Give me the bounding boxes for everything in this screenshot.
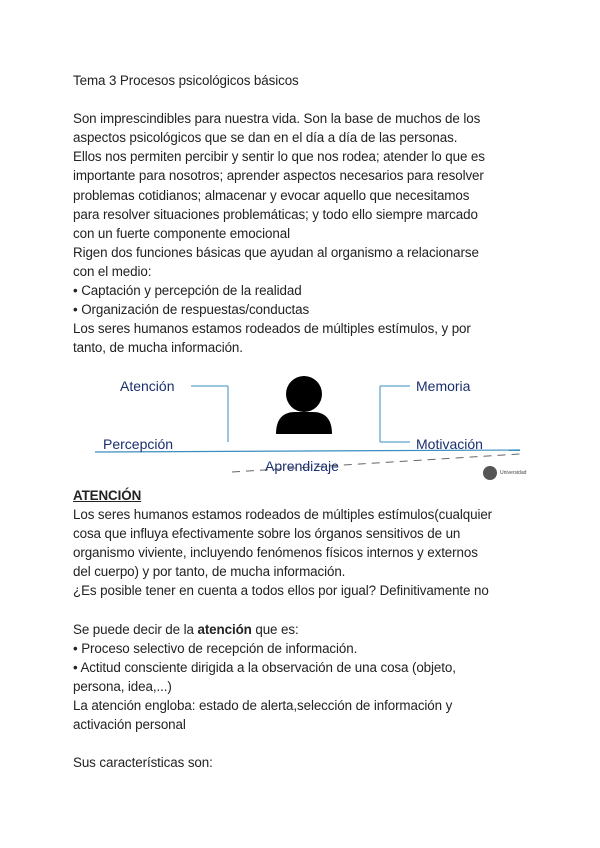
paragraph-line: del cuerpo) y por tanto, de mucha información. (73, 564, 346, 580)
memory-label: Memoria (416, 378, 471, 394)
intro-line: aspectos psicológicos que se dan en el día a día de las personas. (73, 130, 458, 146)
motivation-label: Motivación (416, 436, 483, 452)
intro-line: problemas cotidianos; almacenar y evocar aquello que necesitamos (73, 187, 470, 203)
intro-line: Los seres humanos estamos rodeados de múltiples estímulos, y por (73, 321, 471, 337)
paragraph-line: activación personal (73, 717, 186, 733)
document-title: Tema 3 Procesos psicológicos básicos (73, 73, 299, 88)
paragraph-line: organismo viviente, incluyendo fenómenos físicos internos y externos (73, 545, 478, 561)
bullet-item: • Proceso selectivo de recepción de información. (73, 640, 358, 656)
paragraph-line: Los seres humanos estamos rodeados de múltiples estímulos(cualquier (73, 507, 493, 523)
definition-suffix: que es: (251, 621, 299, 637)
intro-line: Son imprescindibles para nuestra vida. Son la base de muchos de los (73, 111, 481, 127)
attention-label: Atención (120, 378, 175, 394)
svg-text:Universidad: Universidad (500, 470, 527, 476)
intro-line: para resolver situaciones problemáticas; y todo ello siempre marcado (73, 206, 478, 222)
university-logo (483, 466, 527, 480)
processes-diagram (0, 360, 600, 485)
attention-section (73, 486, 543, 772)
paragraph-line: persona, idea,...) (73, 678, 172, 694)
bullet-item: • Actitud consciente dirigida a la observación de una cosa (objeto, (73, 659, 456, 675)
intro-line: Ellos nos permiten percibir y sentir lo que nos rodea; atender lo que es (73, 149, 485, 165)
definition-term: atención (197, 621, 252, 637)
intro-line: importante para nosotros; aprender aspectos necesarios para resolver (73, 168, 484, 184)
intro-line: Rigen dos funciones básicas que ayudan al organismo a relacionarse (73, 244, 479, 260)
paragraph-line: cosa que influya efectivamente sobre los órganos sensitivos de un (73, 526, 461, 542)
bullet-item: • Organización de respuestas/conductas (73, 302, 310, 318)
definition-prefix: Se puede decir de la (73, 621, 198, 637)
definition-line (73, 620, 543, 639)
bullet-item: • Captación y percepción de la realidad (73, 283, 302, 299)
paragraph-line: ¿Es posible tener en cuenta a todos ellos por igual? Definitivamente no (73, 583, 489, 599)
perception-label: Percepción (103, 436, 174, 452)
characteristics-line: Sus características son: (73, 755, 213, 771)
person-icon (276, 376, 332, 434)
intro-line: con un fuerte componente emocional (73, 225, 290, 241)
section-heading: ATENCIÓN (73, 488, 142, 503)
intro-line: con el medio: (73, 263, 152, 279)
intro-line: tanto, de mucha información. (73, 340, 243, 356)
intro-block (73, 71, 543, 357)
learning-label: Aprendizaje (265, 458, 339, 474)
paragraph-line: La atención engloba: estado de alerta,selección de información y (73, 698, 453, 714)
